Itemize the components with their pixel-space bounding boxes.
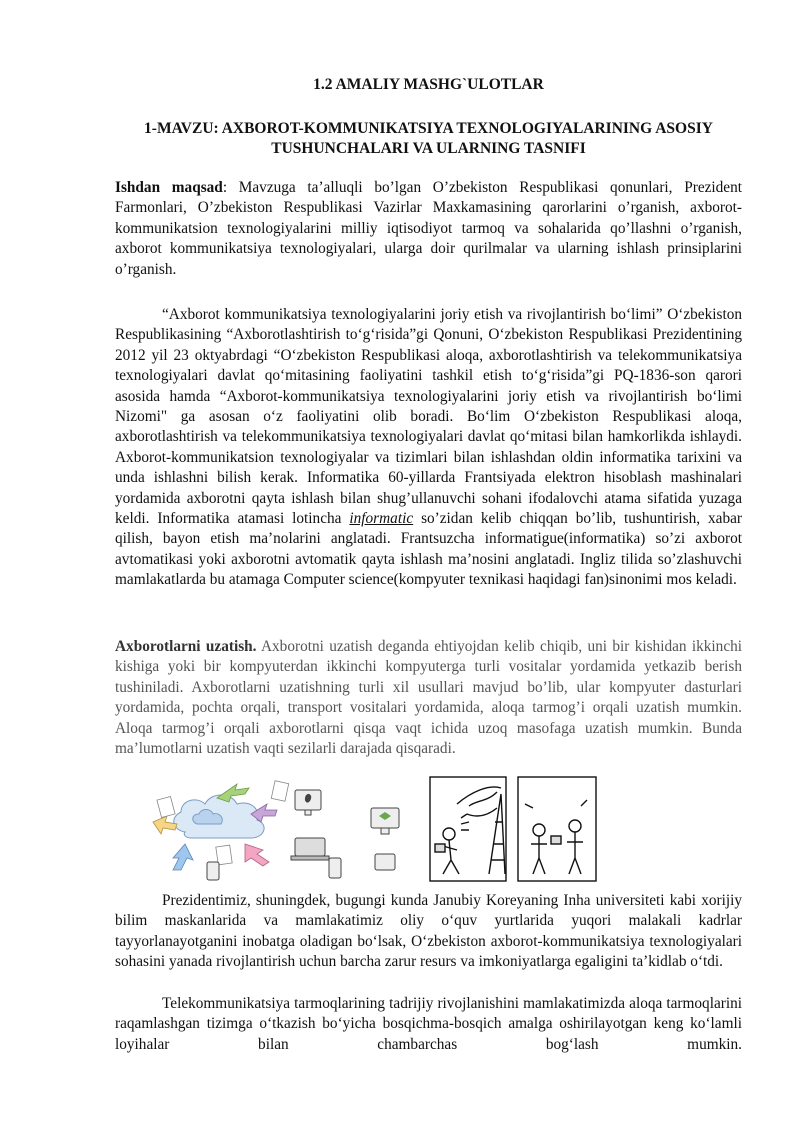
telecom-paragraph: Telekommunikatsiya tarmoqlarining tadrijiy rivojlanishini mamlakatimizda aloqa tarmoqlarini raqamlashgan tizimga o‘tkazish bo‘yicha bosqichma-bosqich amalga oshirilayotgan keng ko‘lamli loyihalar bilan chambarchas bog‘lash mumkin. [115,995,742,1053]
radio-communication-cartoon-illustration [427,774,599,884]
goal-paragraph [115,178,742,280]
president-paragraph: Prezidentimiz, shuningdek, bugungi kunda Janubiy Koreyaning Inha universiteti kabi xorijiy bilim maskanlarida va mamlakatimiz oliy o‘quv yurtlarida yuqori malakali kadrlar tayyorlanayotganini inobatga oladigan bo‘lsak, O‘zbekiston axborot-kommunikatsiya texnologiyalari sohasini yanada rivojlantirish uchun barcha zarur resurs va imkoniyatlarga egaligini ta’kidlab o‘tdi. [115,892,742,971]
main-text-after: so’zidan kelib chiqqan bo’lib, tushuntirish, xabar qilish, bayon etish ma’nolarini anglatadi. Frantsuzcha informatigue(informatika) so’zi axborot avtomatikasi yoki axborotni avtomatik qayta ishlash ma’nosini anglatadi. Ingliz tilida so’zlashuvchi mamlakatlarda bu atamaga Computer science(kompyuter texnikasi haqidagi fan)sinonimi mos keladi. [115,510,742,589]
cloud-network-devices-illustration [145,774,407,882]
goal-label: Ishdan maqsad [115,179,223,196]
section-heading: 1.2 AMALIY MASHG`ULOTLAR [313,76,544,93]
transfer-paragraph [115,637,742,759]
transfer-text: Axborotni uzatish deganda ehtiyojdan kelib chiqib, uni bir kishidan ikkinchi kishiga yoki bir kompyuterdan ikkinchi kompyuterga turli vositalar yordamida yetkazib berish tushiniladi. Axborotlarni uzatishning turli xil usullari mavjud bo’lib, ular kompyuter dasturlari yordamida, pochta orqali, transport vositalari yordamida, aloqa tarmog’i orqali uzatish mumkin. Aloqa tarmog’i orqali axborotlarni qisqa vaqt ichida uzoq masofaga uzatish mumkin. Bunda ma’lumotlarni uzatish vaqti sezilarli darajada qisqaradi. [115,638,743,758]
goal-text: : Mavzuga ta’alluqli bo’lgan O’zbekiston Respublikasi qonunlari, Prezident Farmonlari, O’zbekiston Respublikasi Vazirlar Maxkamasining qarorlarini o’rganish, axborot-kommunikatsion texnologiyalarini milliy iqtisodiyot tarmoq va sohalarida qo’llashni o’rganish, axborot kommunikatsiya texnologiyalari, ularga doir qurilmalar va ularning ishlash prinsiplarini o’rganish. [115,179,742,278]
main-text-before: “Axborot kommunikatsiya texnologiyalarini joriy etish va rivojlantirish bo‘limi” O‘zbekiston Respublikasining “Axborotlashtirish to‘g‘risida”gi Qonuni, O‘zbekiston Respublikasi Prezidentining 2012 yil 23 oktyabrdagi “O‘zbekiston Respublikasi aloqa, axborotlashtirish va telekommunikatsiya texnologiyalari davlat qo‘mitasining faoliyatini tashkil etish to‘g‘risida”gi PQ-1836-son qarori asosida hamda “Axborot-kommunikatsiya texnologiyalarini joriy etish va rivojlantirish bo‘limi Nizomi" ga asosan o‘z faoliyatini olib boradi. Bo‘lim O‘zbekiston Respublikasi aloqa, axborotlashtirish va telekommunikatsiya texnologiyalari davlat qo‘mitasi bilan hamkorlikda ishlaydi. Axborot-kommunikatsion texnologiyalar va tizimlari bilan ishlashdan oldin informatika tarixini va unda ishlashni bilish kerak. Informatika 60-yillarda Frantsiyada elektron hisoblash mashinalari yordamida axborotni qayta ishlash bilan shug’ullanuvchi sohani ifodalovchi atama sifatida yuzaga keldi. Informatika atamasi lotincha [115,306,742,528]
transfer-label: Axborotlarni uzatish. [115,638,257,655]
informatic-term: informatic [349,510,414,528]
main-paragraph [115,305,742,591]
topic-title: 1-MAVZU: AXBOROT-KOMMUNIKATSIYA TEXNOLOGIYALARINING ASOSIY TUSHUNCHALARI VA ULARNING TASNIFI [144,120,713,157]
